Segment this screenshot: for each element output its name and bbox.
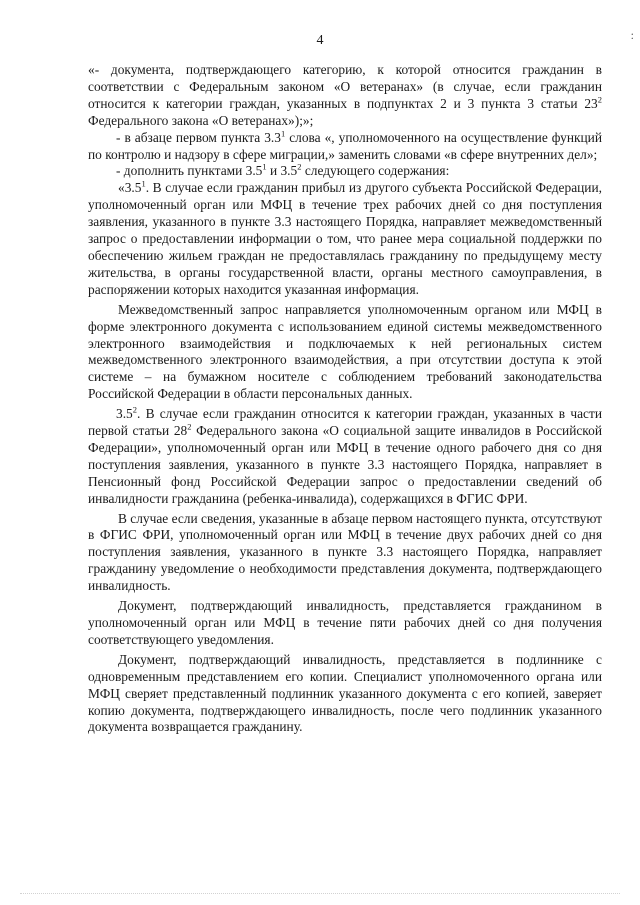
paragraph-text: «- документа, подтверждающего категорию, к которой относится гражданин в соответствии с Федеральным законом «О ветеранах» (в случае, если гражданин относится к категории граждан, указанных в подпунктах 2 и 3 пункта 3 статьи 23 [88,62,602,111]
scan-bottom-noise [20,893,620,898]
page-number: 4 [316,33,324,48]
paragraph-text: - дополнить пунктами 3.5 [116,163,263,179]
paragraph [88,130,602,164]
paragraph [88,406,602,507]
superscript: 1 [280,128,286,139]
paragraph [88,180,602,298]
superscript: 1 [141,178,146,189]
paragraph [88,62,602,130]
paragraph-text: Документ, подтверждающий инвалидность, представляется гражданином в уполномоченный орган или МФЦ в течение пяти рабочих дней со дня получения соответствующего уведомления. [88,598,602,647]
paragraph-text: . В случае если гражданин прибыл из другого субъекта Российской Федерации, уполномоченный орган или МФЦ в течение трех рабочих дней со дня поступления заявления, указанного в пункте 3.3 настоящего Порядка, направляет межведомственный запрос о предоставлении информации о том, что ранее мера социальной поддержки по обеспечению жильем граждан не предоставлялась гражданину по предыдущему месту жительства, в органы государственной власти, органы местного самоуправления, в распоряжении которых находится указанная информация. [88,180,602,297]
paragraph-text: . В случае если гражданин относится к категории граждан, указанных в части первой статьи 28 [88,406,602,439]
paragraph-text: «3.5 [118,180,142,196]
superscript: 2 [132,404,137,415]
superscript: 2 [597,94,602,105]
paragraph-text: 3.5 [116,406,133,422]
superscript: 1 [262,161,267,172]
paragraph-text: Федерального закона «О ветеранах»);»; [88,112,314,128]
paragraph [88,511,602,596]
paragraph-text: и 3.5 [266,163,298,179]
superscript: 2 [297,161,302,172]
paragraph-text: Документ, подтверждающий инвалидность, представляется в подлиннике с одновременным представлением его копии. Специалист уполномоченного органа или МФЦ сверяет представленный подлинник указанного документа с его копией, заверяет копию документа, подтверждающего инвалидность, после чего подлинник указанного документа возвращается гражданину. [88,651,602,735]
paragraph [88,163,602,180]
document-body [88,62,602,736]
superscript: 2 [187,421,192,432]
paragraph [88,302,602,403]
paragraph-text: слова «, уполномоченного на осуществление функций по контролю и надзору в сфере миграции,» заменить словами «в сфере внутренних дел»; [88,129,602,162]
paragraph-text: следующего содержания: [301,163,450,179]
paragraph-text: Федерального закона «О социальной защите инвалидов в Российской Федерации», уполномоченный орган или МФЦ в течение одного рабочего дня со дня поступления заявления, указанного в пункте 3.3 настоящего Порядка, направляет в Пенсионный фонд Российской Федерации запрос о предоставлении сведений об инвалидности гражданина (ребенка-инвалида), содержащихся в ФГИС ФРИ. [88,423,602,506]
paragraph-text: - в абзаце первом пункта 3.3 [116,129,281,145]
paragraph [88,652,602,737]
paragraph-text: В случае если сведения, указанные в абзаце первом настоящего пункта, отсутствуют в ФГИС ФРИ, уполномоченный орган или МФЦ в течение двух рабочих дней со дня поступления заявления, указанного в пункте 3.3 настоящего Порядка, направляет гражданину уведомление о необходимости представления документа, подтверждающего инвалидность. [88,510,602,594]
paragraph-text: Межведомственный запрос направляется уполномоченным органом или МФЦ в форме электронного документа с использованием единой системы межведомственного электронного взаимодействия и подключаемых к ней региональных систем межведомственного электронного взаимодействия, а при отсутствии доступа к этой системе – на бумажном носителе с соблюдением требований законодательства Российской Федерации в области персональных данных. [88,301,602,402]
scan-edge-mark: : [630,28,634,42]
paragraph [88,598,602,649]
